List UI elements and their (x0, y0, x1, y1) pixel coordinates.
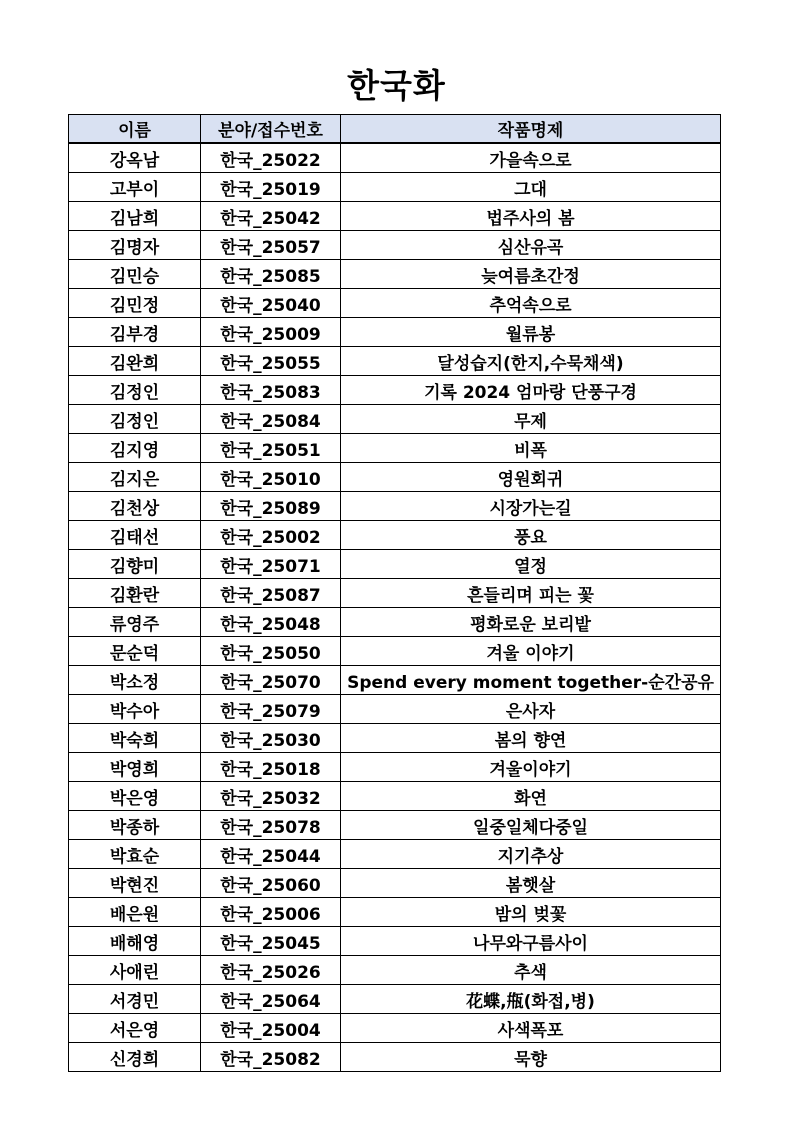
table-row (69, 260, 721, 289)
cell-artwork-title: 풍요 (341, 521, 721, 550)
cell-artwork-title: 은사자 (341, 695, 721, 724)
cell-entry-number: 한국_25045 (201, 927, 341, 956)
cell-name: 고부이 (69, 173, 201, 202)
cell-name: 김천상 (69, 492, 201, 521)
cell-name: 박은영 (69, 782, 201, 811)
cell-artwork-title: 일중일체다중일 (341, 811, 721, 840)
cell-name: 김완희 (69, 347, 201, 376)
cell-name: 김민승 (69, 260, 201, 289)
cell-entry-number: 한국_25082 (201, 1043, 341, 1072)
cell-artwork-title: 묵향 (341, 1043, 721, 1072)
cell-entry-number: 한국_25064 (201, 985, 341, 1014)
cell-name: 김부경 (69, 318, 201, 347)
cell-entry-number: 한국_25002 (201, 521, 341, 550)
cell-artwork-title: 법주사의 봄 (341, 202, 721, 231)
cell-name: 김환란 (69, 579, 201, 608)
cell-entry-number: 한국_25044 (201, 840, 341, 869)
cell-name: 김향미 (69, 550, 201, 579)
cell-entry-number: 한국_25048 (201, 608, 341, 637)
cell-name: 김지영 (69, 434, 201, 463)
cell-name: 박숙희 (69, 724, 201, 753)
cell-entry-number: 한국_25087 (201, 579, 341, 608)
table-row (69, 840, 721, 869)
table-body (69, 143, 721, 1072)
cell-name: 김남희 (69, 202, 201, 231)
cell-entry-number: 한국_25019 (201, 173, 341, 202)
table-row (69, 521, 721, 550)
table-row (69, 231, 721, 260)
table-row (69, 869, 721, 898)
cell-entry-number: 한국_25010 (201, 463, 341, 492)
cell-name: 문순덕 (69, 637, 201, 666)
cell-entry-number: 한국_25032 (201, 782, 341, 811)
table-row (69, 695, 721, 724)
cell-entry-number: 한국_25060 (201, 869, 341, 898)
cell-name: 서은영 (69, 1014, 201, 1043)
table-row (69, 173, 721, 202)
table-row (69, 724, 721, 753)
cell-name: 서경민 (69, 985, 201, 1014)
cell-name: 박종하 (69, 811, 201, 840)
cell-artwork-title: 월류봉 (341, 318, 721, 347)
cell-artwork-title: 지기추상 (341, 840, 721, 869)
cell-artwork-title: 화연 (341, 782, 721, 811)
table-header (69, 115, 721, 144)
cell-entry-number: 한국_25078 (201, 811, 341, 840)
page-title: 한국화 (347, 66, 446, 105)
table-row (69, 1014, 721, 1043)
cell-artwork-title: 나무와구름사이 (341, 927, 721, 956)
cell-entry-number: 한국_25089 (201, 492, 341, 521)
cell-artwork-title: 열정 (341, 550, 721, 579)
table-row (69, 318, 721, 347)
cell-artwork-title: 평화로운 보리밭 (341, 608, 721, 637)
cell-entry-number: 한국_25006 (201, 898, 341, 927)
cell-entry-number: 한국_25004 (201, 1014, 341, 1043)
cell-name: 배해영 (69, 927, 201, 956)
table-row (69, 492, 721, 521)
cell-entry-number: 한국_25079 (201, 695, 341, 724)
cell-artwork-title: 가을속으로 (341, 143, 721, 173)
cell-entry-number: 한국_25022 (201, 143, 341, 173)
cell-name: 김지은 (69, 463, 201, 492)
cell-name: 박영희 (69, 753, 201, 782)
cell-name: 배은원 (69, 898, 201, 927)
cell-artwork-title: 기록 2024 엄마랑 단풍구경 (341, 376, 721, 405)
table-row (69, 811, 721, 840)
cell-entry-number: 한국_25070 (201, 666, 341, 695)
cell-entry-number: 한국_25084 (201, 405, 341, 434)
cell-entry-number: 한국_25083 (201, 376, 341, 405)
table-row (69, 550, 721, 579)
table-row (69, 782, 721, 811)
cell-entry-number: 한국_25042 (201, 202, 341, 231)
table-row (69, 405, 721, 434)
cell-artwork-title: Spend every moment together-순간공유 (341, 666, 721, 695)
cell-artwork-title: 봄의 향연 (341, 724, 721, 753)
cell-artwork-title: 비폭 (341, 434, 721, 463)
cell-name: 강옥남 (69, 143, 201, 173)
table-row (69, 637, 721, 666)
table-row (69, 376, 721, 405)
cell-name: 박현진 (69, 869, 201, 898)
cell-artwork-title: 무제 (341, 405, 721, 434)
cell-entry-number: 한국_25026 (201, 956, 341, 985)
table-row (69, 956, 721, 985)
cell-artwork-title: 시장가는길 (341, 492, 721, 521)
cell-name: 박수아 (69, 695, 201, 724)
cell-entry-number: 한국_25050 (201, 637, 341, 666)
cell-artwork-title: 사색폭포 (341, 1014, 721, 1043)
cell-name: 박효순 (69, 840, 201, 869)
table-row (69, 666, 721, 695)
cell-artwork-title: 늦여름초간정 (341, 260, 721, 289)
cell-entry-number: 한국_25071 (201, 550, 341, 579)
cell-name: 김태선 (69, 521, 201, 550)
cell-artwork-title: 추색 (341, 956, 721, 985)
column-header-category-number: 분야/접수번호 (201, 115, 341, 144)
cell-entry-number: 한국_25009 (201, 318, 341, 347)
cell-artwork-title: 영원회귀 (341, 463, 721, 492)
cell-name: 신경희 (69, 1043, 201, 1072)
cell-entry-number: 한국_25030 (201, 724, 341, 753)
cell-entry-number: 한국_25085 (201, 260, 341, 289)
table-row (69, 347, 721, 376)
table-row (69, 289, 721, 318)
table-row (69, 1043, 721, 1072)
cell-artwork-title: 흔들리며 피는 꽃 (341, 579, 721, 608)
cell-entry-number: 한국_25055 (201, 347, 341, 376)
table-row (69, 753, 721, 782)
cell-artwork-title: 花蝶,甁(화접,병) (341, 985, 721, 1014)
table-row (69, 608, 721, 637)
cell-name: 류영주 (69, 608, 201, 637)
cell-artwork-title: 겨울이야기 (341, 753, 721, 782)
cell-name: 김민정 (69, 289, 201, 318)
cell-entry-number: 한국_25051 (201, 434, 341, 463)
cell-artwork-title: 겨울 이야기 (341, 637, 721, 666)
cell-artwork-title: 그대 (341, 173, 721, 202)
table-row (69, 898, 721, 927)
cell-name: 김명자 (69, 231, 201, 260)
table-row (69, 927, 721, 956)
cell-artwork-title: 추억속으로 (341, 289, 721, 318)
table-row (69, 579, 721, 608)
cell-name: 김정인 (69, 405, 201, 434)
table-row (69, 202, 721, 231)
cell-artwork-title: 봄햇살 (341, 869, 721, 898)
cell-name: 김정인 (69, 376, 201, 405)
cell-entry-number: 한국_25040 (201, 289, 341, 318)
table-row (69, 434, 721, 463)
cell-name: 사애린 (69, 956, 201, 985)
cell-entry-number: 한국_25018 (201, 753, 341, 782)
column-header-name: 이름 (69, 115, 201, 144)
column-header-artwork-title: 작품명제 (341, 115, 721, 144)
cell-entry-number: 한국_25057 (201, 231, 341, 260)
table-row (69, 463, 721, 492)
cell-artwork-title: 심산유곡 (341, 231, 721, 260)
table-row (69, 985, 721, 1014)
table-row (69, 143, 721, 173)
cell-name: 박소정 (69, 666, 201, 695)
cell-artwork-title: 밤의 벚꽃 (341, 898, 721, 927)
entry-table (68, 114, 721, 1072)
header-row (69, 115, 721, 144)
cell-artwork-title: 달성습지(한지,수묵채색) (341, 347, 721, 376)
